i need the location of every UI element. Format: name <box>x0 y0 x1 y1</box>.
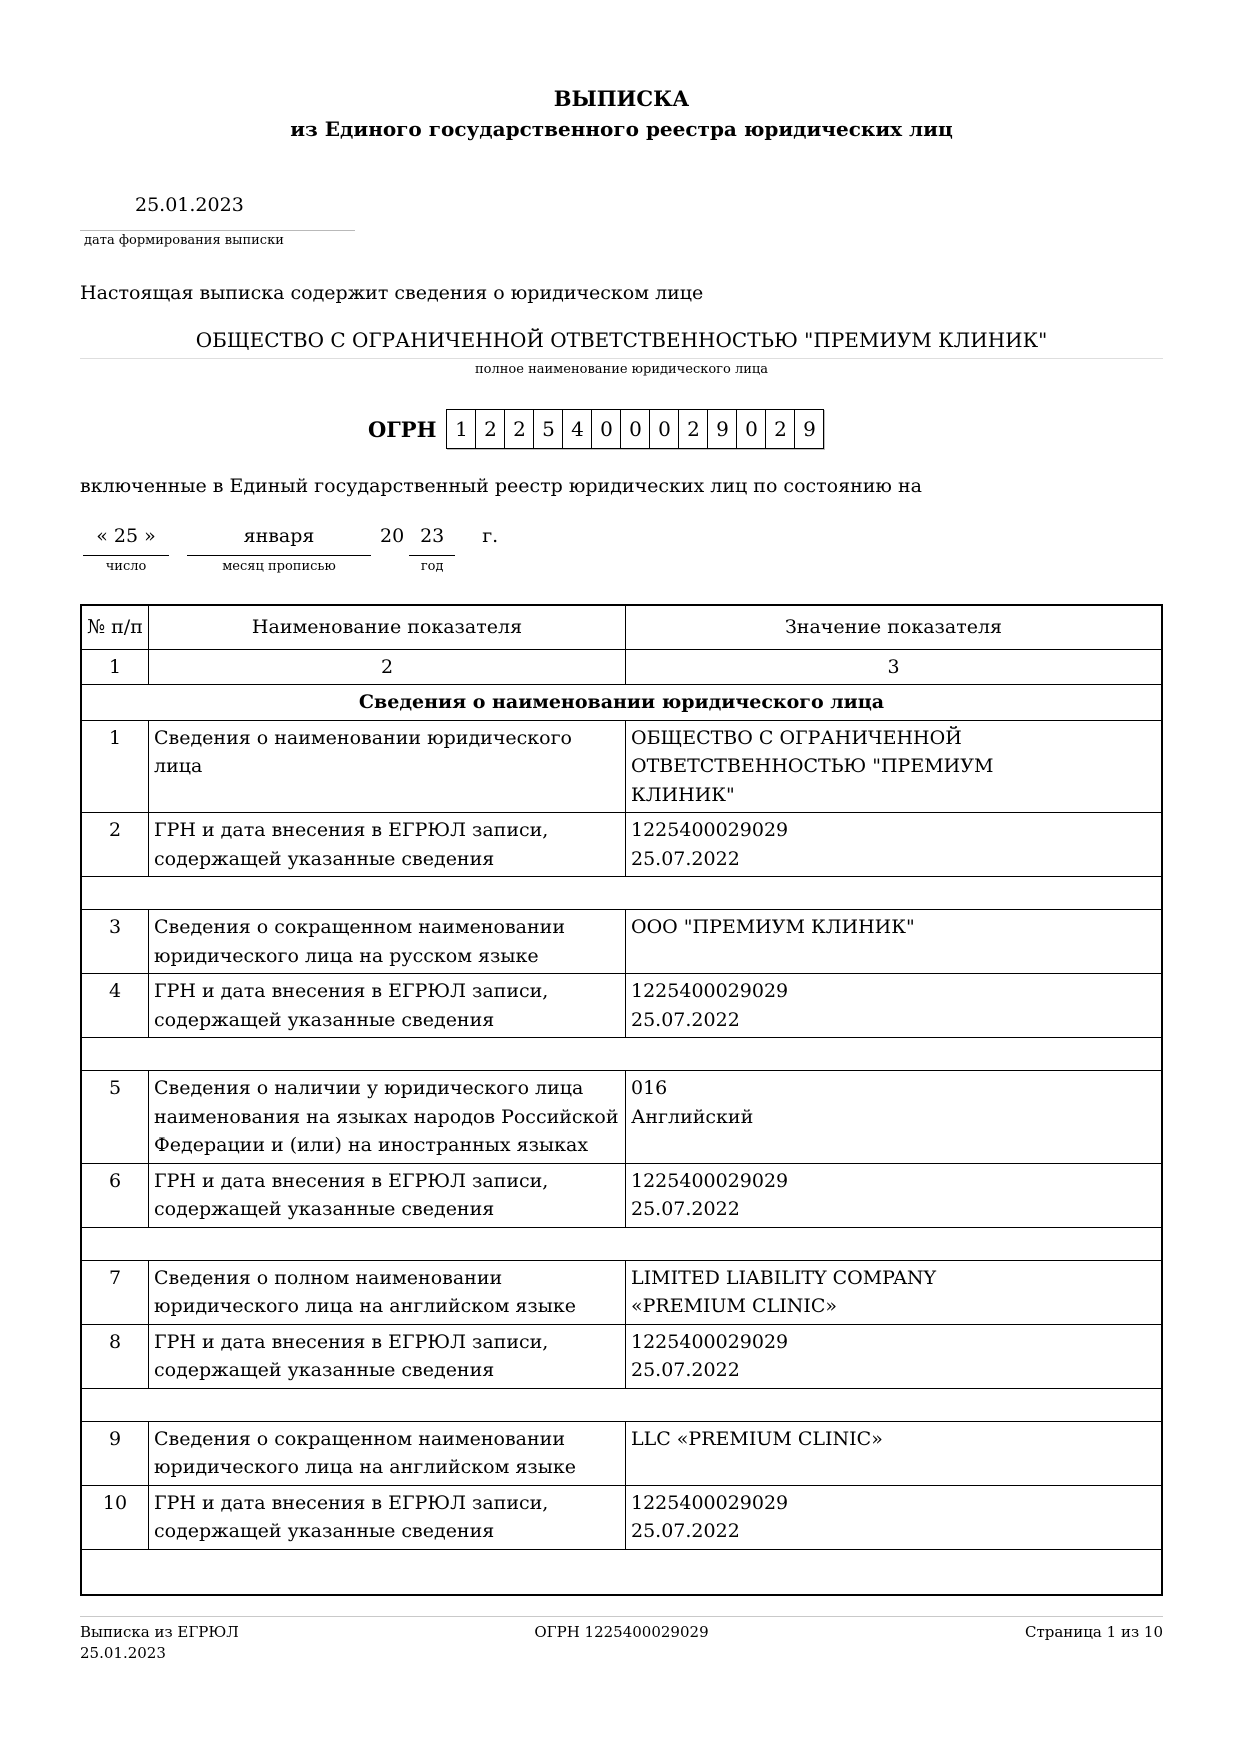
as-of-month-label: месяц прописью <box>222 559 336 575</box>
row-number: 5 <box>81 1071 149 1164</box>
row-number: 2 <box>81 813 149 877</box>
indicator-value <box>626 1071 1163 1164</box>
company-full-name: ОБЩЕСТВО С ОГРАНИЧЕННОЙ ОТВЕТСТВЕННОСТЬЮ "ПРЕМИУМ КЛИНИК" <box>80 328 1163 359</box>
as-of-year-label: год <box>420 559 444 575</box>
indicator-name: ГРН и дата внесения в ЕГРЮЛ записи, содержащей указанные сведения <box>149 974 626 1038</box>
table-spacer-row <box>81 1227 1162 1260</box>
value-line: 25.07.2022 <box>631 847 740 870</box>
indicator-name: Сведения о наличии у юридического лица наименования на языках народов Российской Федерации и (или) на иностранных языках <box>149 1071 626 1164</box>
value-line: 25.07.2022 <box>631 1520 740 1543</box>
ogrn-digit-cell: 0 <box>591 409 621 449</box>
table-row <box>81 974 1162 1038</box>
section-title: Сведения о наименовании юридического лица <box>81 685 1162 721</box>
formation-date-rule <box>80 230 355 231</box>
value-line: 1225400029029 <box>631 980 789 1003</box>
ogrn-digit-cell: 0 <box>620 409 650 449</box>
indicator-name: ГРН и дата внесения в ЕГРЮЛ записи, содержащей указанные сведения <box>149 813 626 877</box>
table-spacer-row <box>81 1388 1162 1421</box>
row-number: 9 <box>81 1421 149 1485</box>
indicator-name: Сведения о сокращенном наименовании юридического лица на русском языке <box>149 910 626 974</box>
col-number-1: 1 <box>81 649 149 685</box>
table-spacer-row <box>81 877 1162 910</box>
value-line: 016 <box>631 1077 668 1100</box>
indicator-value <box>626 974 1163 1038</box>
header-col-number: № п/п <box>81 605 149 649</box>
as-of-date-line <box>80 525 1163 574</box>
indicator-name: ГРН и дата внесения в ЕГРЮЛ записи, содержащей указанные сведения <box>149 1485 626 1549</box>
value-line: КЛИНИК" <box>631 783 735 806</box>
indicator-name: Сведения о сокращенном наименовании юридического лица на английском языке <box>149 1421 626 1485</box>
value-line: ОБЩЕСТВО С ОГРАНИЧЕННОЙ <box>631 726 962 749</box>
indicator-value <box>626 1421 1163 1485</box>
table-row <box>81 1421 1162 1485</box>
as-of-year-suffix-field <box>482 525 498 555</box>
value-line: 25.07.2022 <box>631 1359 740 1382</box>
table-row <box>81 1485 1162 1549</box>
indicator-value <box>626 813 1163 877</box>
row-number: 10 <box>81 1485 149 1549</box>
value-line: 1225400029029 <box>631 1330 789 1353</box>
indicator-name: Сведения о полном наименовании юридического лица на английском языке <box>149 1260 626 1324</box>
value-line: 1225400029029 <box>631 1169 789 1192</box>
indicator-name: Сведения о наименовании юридического лица <box>149 720 626 813</box>
formation-date-label: дата формирования выписки <box>84 233 284 249</box>
company-name-label: полное наименование юридического лица <box>475 362 768 378</box>
footer-ogrn: ОГРН 1225400029029 <box>534 1622 709 1641</box>
value-line: ООО "ПРЕМИУМ КЛИНИК" <box>631 916 915 939</box>
value-line: 25.07.2022 <box>631 1198 740 1221</box>
as-of-month-value: января <box>187 525 371 556</box>
document-subtitle: из Единого государственного реестра юридических лиц <box>290 117 953 142</box>
ogrn-digit-boxes <box>446 409 824 449</box>
row-number: 4 <box>81 974 149 1038</box>
table-column-numbers-row <box>81 649 1162 685</box>
indicator-value <box>626 1163 1163 1227</box>
table-row <box>81 720 1162 813</box>
table-row <box>81 1163 1162 1227</box>
row-number: 1 <box>81 720 149 813</box>
col-number-3: 3 <box>626 649 1163 685</box>
value-line: Английский <box>631 1105 754 1128</box>
ogrn-digit-cell: 2 <box>765 409 795 449</box>
indicator-name: ГРН и дата внесения в ЕГРЮЛ записи, содержащей указанные сведения <box>149 1324 626 1388</box>
footer-doc-date: 25.01.2023 <box>80 1644 166 1663</box>
indicator-value <box>626 910 1163 974</box>
as-of-century-value: 20 <box>380 525 405 548</box>
row-number: 7 <box>81 1260 149 1324</box>
as-of-day-label: число <box>105 559 147 575</box>
table-section-row <box>81 685 1162 721</box>
table-header-row <box>81 605 1162 649</box>
as-of-day-value: « 25 » <box>83 525 169 556</box>
as-of-year-suffix: г. <box>482 525 499 548</box>
indicator-value <box>626 1324 1163 1388</box>
table-row <box>81 1260 1162 1324</box>
as-of-month-field <box>187 525 371 574</box>
as-of-century-field <box>380 525 404 555</box>
ogrn-digit-cell: 2 <box>475 409 505 449</box>
header-col-indicator-name: Наименование показателя <box>149 605 626 649</box>
contains-statement: Настоящая выписка содержит сведения о юридическом лице <box>80 282 704 305</box>
ogrn-digit-cell: 9 <box>794 409 824 449</box>
value-line: LLC «PREMIUM CLINIC» <box>631 1427 883 1450</box>
included-statement: включенные в Единый государственный реестр юридических лиц по состоянию на <box>80 475 922 498</box>
spacer-cell <box>81 1388 1162 1421</box>
indicator-value <box>626 1260 1163 1324</box>
table-row <box>81 1324 1162 1388</box>
row-number: 6 <box>81 1163 149 1227</box>
value-line: LIMITED LIABILITY COMPANY <box>631 1266 937 1289</box>
table-row <box>81 813 1162 877</box>
spacer-cell <box>81 877 1162 910</box>
ogrn-label: ОГРН <box>368 416 437 442</box>
as-of-year-value: 23 <box>409 525 455 556</box>
value-line: 1225400029029 <box>631 1491 789 1514</box>
indicator-name: ГРН и дата внесения в ЕГРЮЛ записи, содержащей указанные сведения <box>149 1163 626 1227</box>
value-line: «PREMIUM CLINIC» <box>631 1295 838 1318</box>
formation-date-value: 25.01.2023 <box>135 194 244 217</box>
ogrn-row <box>368 409 1163 449</box>
footer-left <box>80 1622 534 1666</box>
ogrn-digit-cell: 5 <box>533 409 563 449</box>
col-number-2: 2 <box>149 649 626 685</box>
row-number: 8 <box>81 1324 149 1388</box>
indicator-value <box>626 720 1163 813</box>
ogrn-digit-cell: 2 <box>678 409 708 449</box>
as-of-year-field <box>409 525 455 574</box>
value-line: 25.07.2022 <box>631 1008 740 1031</box>
indicators-table <box>80 604 1163 1596</box>
ogrn-digit-cell: 9 <box>707 409 737 449</box>
page-footer <box>80 1616 1163 1666</box>
table-spacer-row <box>81 1038 1162 1071</box>
ogrn-digit-cell: 0 <box>649 409 679 449</box>
spacer-cell <box>81 1227 1162 1260</box>
table-row <box>81 1071 1162 1164</box>
value-line: 1225400029029 <box>631 819 789 842</box>
ogrn-digit-cell: 2 <box>504 409 534 449</box>
spacer-cell <box>81 1549 1162 1595</box>
as-of-day-field <box>83 525 169 574</box>
ogrn-digit-cell: 4 <box>562 409 592 449</box>
header-col-indicator-value: Значение показателя <box>626 605 1163 649</box>
ogrn-digit-cell: 1 <box>446 409 476 449</box>
indicator-value <box>626 1485 1163 1549</box>
spacer-cell <box>81 1038 1162 1071</box>
row-number: 3 <box>81 910 149 974</box>
footer-doc-type: Выписка из ЕГРЮЛ <box>80 1622 239 1641</box>
value-line: ОТВЕТСТВЕННОСТЬЮ "ПРЕМИУМ <box>631 755 994 778</box>
ogrn-digit-cell: 0 <box>736 409 766 449</box>
table-row <box>81 910 1162 974</box>
footer-page-number: Страница 1 из 10 <box>1024 1622 1163 1641</box>
document-title: ВЫПИСКА <box>553 86 690 111</box>
table-spacer-row <box>81 1549 1162 1595</box>
